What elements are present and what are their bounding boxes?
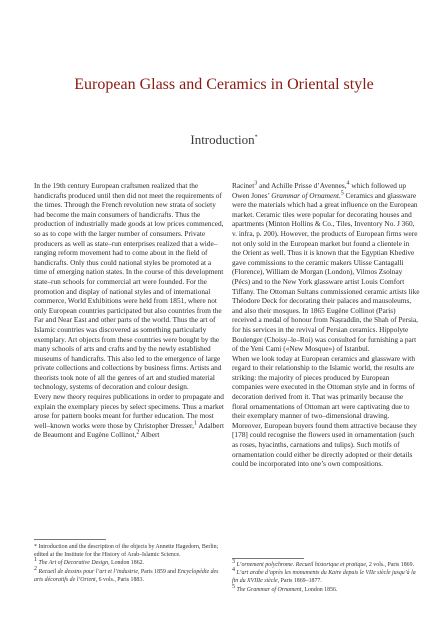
footnote-2-mid: , Paris 1859 and: [137, 568, 178, 575]
book-title-grammar: Grammar of Ornament: [271, 190, 339, 200]
left-p2-mid: Adalbert de Beaumont and Eugène Collinot,: [34, 420, 224, 440]
footnote-1: [34, 559, 222, 567]
footnote-ref-2[interactable]: 2: [136, 430, 140, 437]
footnote-star: * Introduction and the description of the objects by Annette Hagedorn, Berlin; edited at the Institute for the History of Arab–Islamic Science.: [34, 544, 219, 559]
footnote-ref-4[interactable]: 4: [346, 180, 350, 187]
footnotes-left: [34, 543, 222, 584]
footnote-5-title: The Grammar of Ornament: [235, 586, 302, 593]
footnote-divider-right: [232, 558, 304, 559]
subtitle-footnote-marker: *: [254, 134, 258, 141]
footnote-1-rest: , London 1862.: [108, 560, 145, 567]
left-p2-end: Albert: [139, 430, 160, 440]
footnote-2: [34, 565, 222, 584]
left-column: [34, 181, 224, 440]
right-p1-b: and Achille Prisse d’Avennes,: [257, 181, 347, 190]
footnote-ref-3[interactable]: 3: [254, 180, 258, 187]
footnote-3-title: L’ornement polychrome. Recueil historique et pratique: [235, 562, 366, 568]
right-column: [232, 181, 420, 469]
footnote-2-rest: , 6 vols., Paris 1883.: [95, 576, 144, 583]
footnote-divider-left: [34, 539, 106, 540]
footnote-ref-5[interactable]: 5: [340, 190, 344, 197]
footnote-3: [232, 561, 420, 569]
right-paragraph-1: [232, 181, 420, 354]
footnote-1-number: 1: [34, 557, 37, 564]
footnotes-right: [232, 561, 420, 594]
footnote-ref-1[interactable]: 1: [194, 420, 198, 427]
footnote-5: [232, 583, 420, 594]
left-paragraph-1: In the 19th century European craftsmen realized that the handicrafts produced until then did not meet the requirements of the times. Through the French revolution new strata of society had become the main consumers of handicrafts. Thus the production of industrially made goods at low prices commenced, so as to cope with the larger number of consumers. Private producers as well as state–run enterprises realized that a wide–ranging reform movement had to come about in the field of handicrafts. Only thus could national styles be promoted at a time of emerging nation states. In the course of this development state–run schools for commercial art were founded. For the promotion and display of national styles and of international commerce, World Exhibitions were held from 1851, where not only European countries participated but also countries from the Far and Near East and other parts of the world. Thus the art of Islamic countries was discovered as something particularly exemplary. Art objects from these countries were bought by the many schools of arts and crafts and by the newly established museums of handicrafts. This also led to the emergence of large private collections and collections by business firms. Artists and theorists took note of all the genres of art and studied material technology, systems of decoration and colour design.: [34, 181, 224, 392]
right-p1-e: Ceramics and glassware were the materials which had a great influence on the European market. Ceramic tiles were popular for decorating houses and apartments (Minton Hollins & Co., Tiles, Inventory No. J 360, v. infra, p. 200). However, the products of European firms were not only sold in the European market but found a clientele in the Orient as well. Thus it is known that the Egyptian Khedive gave commissions to the ceramic makers Ulisse Cantagalli (Florence), William de Morgan (London), Vilmos Zsolnay (Pécs) and to the New York glassware artist Louis Comfort Tiffany. The Ottoman Sultans commissioned ceramic artists like Théodore Deck for decorating their palaces and mausoleums, and also their mosques. In 1865 Eugène Collinot (Paris) received a medal of honour from Naṣraddin, the Shah of Persia, for his services in the revival of Persian ceramics. Hippolyte Boulenger (Choisy–le–Roi) was consulted for furnishing a part of the Yeni Cami («New Mosque») of Istanbul.: [232, 190, 420, 354]
footnote-4-title: L’art arabe d’après les monuments du Kaire depuis le VIIe siècle jusqu’à la fin du XVIIIe siècle: [232, 570, 416, 585]
footnote-5-number: 5: [232, 583, 235, 590]
footnote-2-title-2: Encyclopédie des arts décoratifs de l’Orient: [34, 568, 219, 583]
footnote-2-title-1: Recueil de dessins pour l’art et l’industrie: [37, 568, 138, 575]
left-p2-start: Every new theory requires publications in order to propagate and explain the exemplary pieces by select specimens. Thus a market arose for pattern books meant for further education. The most well–known works were those by Christopher Dresser,: [34, 392, 224, 430]
section-subtitle: [0, 132, 448, 148]
right-p1-c: which followed up Owen Jones’: [232, 181, 407, 200]
footnote-4-number: 4: [232, 567, 235, 574]
right-p1-d: .: [338, 190, 341, 200]
right-paragraph-2: When we look today at European ceramics and glassware with regard to their relationship to the Islamic world, the results are striking: the majority of pieces produced by European companies were executed in the Ottoman style and in forms of decoration derived from it. That was primarily because the floral ornamentations of Ottoman art were captivating due to their exemplary manner of two–dimensional drawing. Moreover, European buyers found them attractive because they [178] could recognise the flowers used in ornamentation (such as roses, hyacinths, carnations and tulips). Such motifs of ornamentation could either be directly adopted or their details could be incorporated into one’s own compositions.: [232, 353, 417, 469]
page-title: European Glass and Ceramics in Oriental style: [74, 76, 374, 93]
footnote-4: [232, 569, 420, 585]
left-paragraph-2: [34, 392, 224, 440]
footnote-3-rest: , 2 vols., Paris 1869.: [365, 562, 415, 568]
footnote-1-title: The Art of Decorative Design: [37, 560, 109, 567]
footnote-3-number: 3: [232, 559, 235, 566]
footnote-5-rest: , London 1856.: [301, 586, 338, 593]
footnote-4-rest: , Paris 1869–1877.: [277, 578, 322, 585]
subtitle-text: Introduction: [190, 132, 255, 147]
right-p1-a: Racinet: [232, 181, 255, 190]
footnote-2-number: 2: [34, 565, 37, 572]
